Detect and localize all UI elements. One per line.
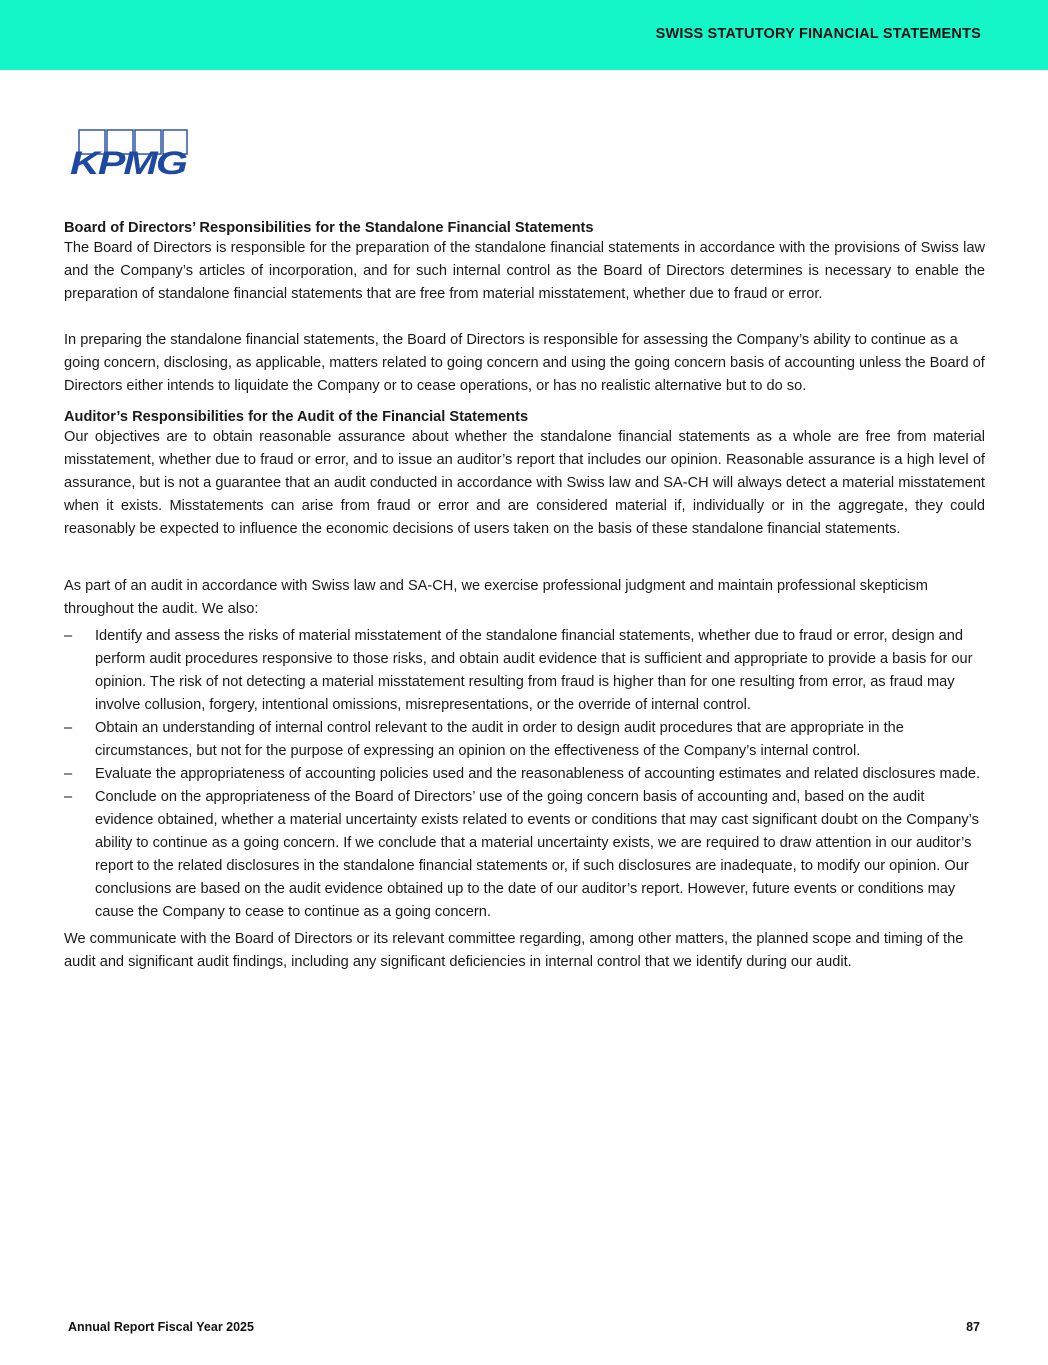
bullet-dash: –	[64, 720, 73, 736]
bullet-dash: –	[64, 628, 73, 644]
document-body	[64, 220, 985, 974]
bullet-text: Evaluate the appropriateness of accounting policies used and the reasonableness of accounting estimates and related disclosures made.	[95, 766, 981, 782]
logo-wordmark: KPMG	[70, 145, 187, 180]
bullet-dash: –	[64, 766, 73, 782]
auditor-paragraph-2: As part of an audit in accordance with Swiss law and SA-CH, we exercise professional judgment and maintain professional skepticism throughout the audit. We also:	[64, 578, 928, 617]
bullet-text: Obtain an understanding of internal control relevant to the audit in order to design audit procedures that are appropriate in the circumstances, but not for the purpose of expressing an opinion on the effectiveness of the Company’s internal control.	[95, 720, 904, 759]
kpmg-logo	[70, 128, 192, 180]
board-paragraph-2: In preparing the standalone financial statements, the Board of Directors is responsible for assessing the Company’s ability to continue as a going concern, disclosing, as applicable, matters related to going concern and using the going concern basis of accounting unless the Board of Directors either intends to liquidate the Company or to cease operations, or has no realistic alternative but to do so.	[64, 332, 985, 394]
auditor-bullet-list	[64, 625, 985, 924]
list-item	[64, 786, 985, 924]
section-title: SWISS STATUTORY FINANCIAL STATEMENTS	[655, 26, 981, 42]
header-band	[0, 0, 1048, 70]
footer-page-number: 87	[966, 1320, 980, 1334]
list-item	[64, 763, 985, 786]
bullet-dash: –	[64, 789, 73, 805]
auditor-heading: Auditor’s Responsibilities for the Audit of the Financial Statements	[64, 409, 529, 425]
list-item	[64, 717, 985, 763]
auditor-paragraph-1: Our objectives are to obtain reasonable assurance about whether the standalone financial statements as a whole are free from material misstatement, whether due to fraud or error, and to issue an auditor’s report that includes our opinion. Reasonable assurance is a high level of assurance, but is not a guarantee that an audit conducted in accordance with Swiss law and SA-CH will always detect a material misstatement when it exists. Misstatements can arise from fraud or error and are considered material if, individually or in the aggregate, they could reasonably be expected to influence the economic decisions of users taken on the basis of these standalone financial statements.	[64, 429, 985, 537]
auditor-paragraph-3: We communicate with the Board of Directors or its relevant committee regarding, among other matters, the planned scope and timing of the audit and significant audit findings, including any significant deficiencies in internal control that we identify during our audit.	[64, 931, 964, 970]
footer-report-title: Annual Report Fiscal Year 2025	[68, 1320, 254, 1334]
board-paragraph-1: The Board of Directors is responsible for the preparation of the standalone financial statements in accordance with the provisions of Swiss law and the Company’s articles of incorporation, and for such internal control as the Board of Directors determines is necessary to enable the preparation of standalone financial statements that are free from material misstatement, whether due to fraud or error.	[64, 240, 985, 302]
list-item	[64, 625, 985, 717]
board-heading: Board of Directors’ Responsibilities for the Standalone Financial Statements	[64, 220, 594, 236]
bullet-text: Identify and assess the risks of material misstatement of the standalone financial statements, whether due to fraud or error, design and perform audit procedures responsive to those risks, and obtain audit evidence that is sufficient and appropriate to provide a basis for our opinion. The risk of not detecting a material misstatement resulting from fraud is higher than for one resulting from error, as fraud may involve collusion, forgery, intentional omissions, misrepresentations, or the override of internal control.	[95, 628, 973, 713]
bullet-text: Conclude on the appropriateness of the Board of Directors’ use of the going concern basis of accounting and, based on the audit evidence obtained, whether a material uncertainty exists related to events or conditions that may cast significant doubt on the Company’s ability to continue as a going concern. If we conclude that a material uncertainty exists, we are required to draw attention in our auditor’s report to the related disclosures in the standalone financial statements or, if such disclosures are inadequate, to modify our opinion. Our conclusions are based on the audit evidence obtained up to the date of our auditor’s report. However, future events or conditions may cause the Company to cease to continue as a going concern.	[95, 789, 979, 920]
